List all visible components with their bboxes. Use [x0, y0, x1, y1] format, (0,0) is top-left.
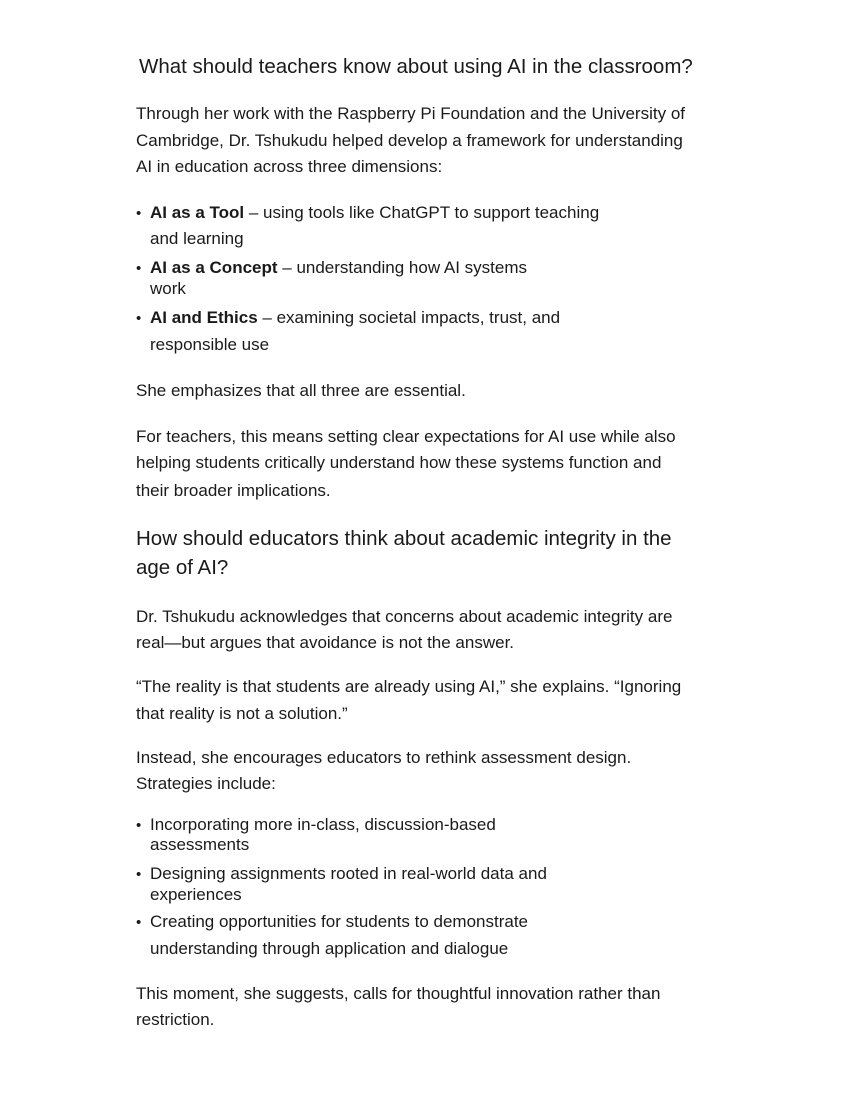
bullet-icon: • [136, 205, 142, 222]
list-item-term: AI as a Tool [150, 203, 245, 222]
heading-line: age of AI? [136, 556, 229, 579]
list-item-line: assessments [150, 835, 250, 854]
list-item-term: AI and Ethics [150, 308, 258, 327]
emphasis-paragraph: She emphasizes that all three are essential. [136, 381, 466, 400]
paragraph-line: helping students critically understand how these systems function and [136, 453, 662, 472]
list-item-description: – understanding how AI systems [277, 258, 528, 277]
list-item-line [150, 202, 599, 224]
list-item-description: – examining societal impacts, trust, and [257, 308, 561, 327]
list-item-line: responsible use [150, 335, 270, 354]
paragraph-line: that reality is not a solution.” [136, 704, 348, 723]
list-item-line: understanding through application and dialogue [150, 939, 509, 958]
paragraph-line: real—but argues that avoidance is not the answer. [136, 633, 515, 652]
bullet-icon: • [136, 310, 142, 327]
paragraph-line: This moment, she suggests, calls for thoughtful innovation rather than [136, 984, 661, 1003]
list-item-line: experiences [150, 885, 242, 904]
list-item-description: – using tools like ChatGPT to support teaching [244, 203, 600, 222]
bullet-icon: • [136, 914, 142, 931]
list-item-line: Designing assignments rooted in real-world data and [150, 864, 547, 883]
paragraph-line: Dr. Tshukudu acknowledges that concerns about academic integrity are [136, 607, 673, 626]
list-item-line [150, 307, 560, 329]
paragraph-line: their broader implications. [136, 481, 331, 500]
bullet-icon: • [136, 817, 142, 834]
list-item-line: Incorporating more in-class, discussion-based [150, 815, 496, 834]
paragraph-line: Strategies include: [136, 774, 276, 793]
list-item-line: Creating opportunities for students to demonstrate [150, 912, 528, 931]
paragraph-line: Instead, she encourages educators to rethink assessment design. [136, 748, 632, 767]
section-heading-classroom: What should teachers know about using AI in the classroom? [139, 55, 693, 78]
paragraph-line: Cambridge, Dr. Tshukudu helped develop a framework for understanding [136, 131, 683, 150]
bullet-icon: • [136, 866, 142, 883]
paragraph-line: Through her work with the Raspberry Pi Foundation and the University of [136, 104, 685, 123]
list-item-line: work [150, 279, 186, 298]
paragraph-line: AI in education across three dimensions: [136, 157, 443, 176]
paragraph-line: For teachers, this means setting clear expectations for AI use while also [136, 427, 676, 446]
list-item-line [150, 257, 527, 279]
heading-line: How should educators think about academic integrity in the [136, 527, 672, 550]
paragraph-line: “The reality is that students are already using AI,” she explains. “Ignoring [136, 677, 682, 696]
list-item-line: and learning [150, 229, 244, 248]
list-item-term: AI as a Concept [150, 258, 278, 277]
bullet-icon: • [136, 260, 142, 277]
paragraph-line: restriction. [136, 1010, 215, 1029]
